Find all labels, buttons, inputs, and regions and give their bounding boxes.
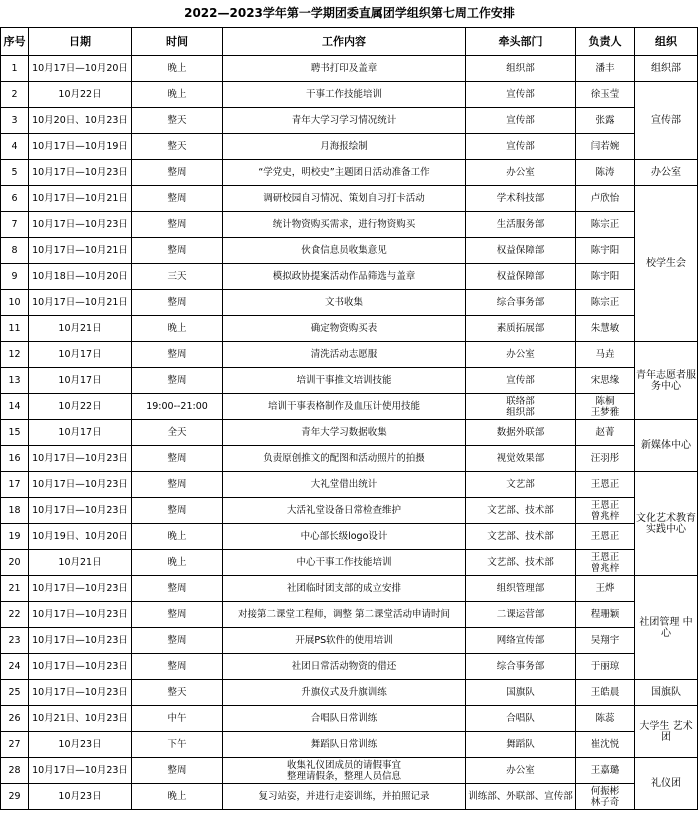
row-number-cell: 14	[1, 394, 29, 420]
person-cell: 陈宗正	[576, 290, 635, 316]
time-cell: 晚上	[132, 524, 223, 550]
time-cell: 整周	[132, 186, 223, 212]
date-cell: 10月17日—10月23日	[29, 472, 132, 498]
content-cell: 月海报绘制	[223, 134, 466, 160]
date-cell: 10月17日	[29, 368, 132, 394]
time-cell: 三天	[132, 264, 223, 290]
table-row	[1, 212, 698, 238]
content-cell: 聘书打印及盖章	[223, 56, 466, 82]
table-row	[1, 498, 698, 524]
person-cell: 王恩正	[576, 524, 635, 550]
person-cell: 王皓晨	[576, 680, 635, 706]
date-cell: 10月17日—10月23日	[29, 498, 132, 524]
table-row	[1, 186, 698, 212]
dept-cell: 宣传部	[466, 134, 576, 160]
table-row	[1, 680, 698, 706]
row-number-cell: 11	[1, 316, 29, 342]
content-cell: 模拟政协提案活动作品筛选与盖章	[223, 264, 466, 290]
table-row	[1, 420, 698, 446]
row-number-cell: 9	[1, 264, 29, 290]
dept-cell: 办公室	[466, 758, 576, 784]
person-cell: 崔沈悦	[576, 732, 635, 758]
dept-cell: 文艺部、技术部	[466, 498, 576, 524]
date-cell: 10月19日、10月20日	[29, 524, 132, 550]
table-row	[1, 82, 698, 108]
row-number-cell: 16	[1, 446, 29, 472]
row-number-cell: 23	[1, 628, 29, 654]
time-cell: 整周	[132, 212, 223, 238]
person-cell: 王恩正 曾兆梓	[576, 498, 635, 524]
person-cell: 徐玉莹	[576, 82, 635, 108]
table-row	[1, 160, 698, 186]
dept-cell: 二课运营部	[466, 602, 576, 628]
date-cell: 10月17日—10月23日	[29, 576, 132, 602]
date-cell: 10月17日	[29, 342, 132, 368]
date-cell: 10月17日—10月23日	[29, 446, 132, 472]
row-number-cell: 27	[1, 732, 29, 758]
row-number-cell: 13	[1, 368, 29, 394]
person-cell: 陈桐 王梦雅	[576, 394, 635, 420]
table-row	[1, 264, 698, 290]
header-content: 工作内容	[223, 28, 466, 56]
time-cell: 整周	[132, 758, 223, 784]
row-number-cell: 10	[1, 290, 29, 316]
person-cell: 王嘉璐	[576, 758, 635, 784]
content-cell: 青年大学习数据收集	[223, 420, 466, 446]
date-cell: 10月17日—10月23日	[29, 680, 132, 706]
time-cell: 整周	[132, 368, 223, 394]
schedule-table	[0, 27, 698, 810]
time-cell: 晚上	[132, 784, 223, 810]
content-cell: 升旗仪式及升旗训练	[223, 680, 466, 706]
time-cell: 整周	[132, 342, 223, 368]
date-cell: 10月17日—10月20日	[29, 56, 132, 82]
time-cell: 整周	[132, 238, 223, 264]
dept-cell: 数据外联部	[466, 420, 576, 446]
time-cell: 晚上	[132, 316, 223, 342]
person-cell: 卢欣怡	[576, 186, 635, 212]
org-cell: 新媒体中心	[635, 420, 698, 472]
content-cell: 收集礼仪团成员的请假事宜 整理请假条，整理人员信息	[223, 758, 466, 784]
time-cell: 整周	[132, 472, 223, 498]
dept-cell: 视觉效果部	[466, 446, 576, 472]
table-row	[1, 706, 698, 732]
table-row	[1, 758, 698, 784]
org-cell: 文化艺术教育实践中心	[635, 472, 698, 576]
row-number-cell: 24	[1, 654, 29, 680]
person-cell: 宋思缘	[576, 368, 635, 394]
org-cell: 办公室	[635, 160, 698, 186]
person-cell: 朱慧敏	[576, 316, 635, 342]
content-cell: 对接第二课堂工程师，调整 第二课堂活动申请时间	[223, 602, 466, 628]
content-cell: 社团日常活动物资的借还	[223, 654, 466, 680]
content-cell: 负责原创推文的配图和活动照片的拍摄	[223, 446, 466, 472]
row-number-cell: 5	[1, 160, 29, 186]
dept-cell: 网络宣传部	[466, 628, 576, 654]
dept-cell: 文艺部	[466, 472, 576, 498]
person-cell: 陈宇阳	[576, 238, 635, 264]
table-row	[1, 238, 698, 264]
content-cell: “学党史，明校史”主题团日活动准备工作	[223, 160, 466, 186]
row-number-cell: 22	[1, 602, 29, 628]
time-cell: 整周	[132, 602, 223, 628]
dept-cell: 办公室	[466, 342, 576, 368]
row-number-cell: 20	[1, 550, 29, 576]
person-cell: 程珊颖	[576, 602, 635, 628]
person-cell: 于丽琼	[576, 654, 635, 680]
time-cell: 晚上	[132, 550, 223, 576]
date-cell: 10月17日—10月21日	[29, 290, 132, 316]
table-row	[1, 732, 698, 758]
row-number-cell: 8	[1, 238, 29, 264]
row-number-cell: 19	[1, 524, 29, 550]
time-cell: 整天	[132, 134, 223, 160]
table-row	[1, 628, 698, 654]
time-cell: 整天	[132, 680, 223, 706]
org-cell: 青年志愿者服务中心	[635, 342, 698, 420]
row-number-cell: 1	[1, 56, 29, 82]
header-dept: 牵头部门	[466, 28, 576, 56]
date-cell: 10月22日	[29, 394, 132, 420]
time-cell: 整周	[132, 498, 223, 524]
dept-cell: 组织部	[466, 56, 576, 82]
org-cell: 礼仪团	[635, 758, 698, 810]
table-row	[1, 134, 698, 160]
content-cell: 中心干事工作技能培训	[223, 550, 466, 576]
person-cell: 吴翔宇	[576, 628, 635, 654]
row-number-cell: 18	[1, 498, 29, 524]
person-cell: 张露	[576, 108, 635, 134]
time-cell: 整周	[132, 446, 223, 472]
date-cell: 10月17日—10月23日	[29, 602, 132, 628]
time-cell: 19:00--21:00	[132, 394, 223, 420]
content-cell: 文书收集	[223, 290, 466, 316]
content-cell: 社团临时团支部的成立安排	[223, 576, 466, 602]
content-cell: 培训干事推文培训技能	[223, 368, 466, 394]
table-row	[1, 784, 698, 810]
dept-cell: 权益保障部	[466, 264, 576, 290]
row-number-cell: 28	[1, 758, 29, 784]
person-cell: 闫若婉	[576, 134, 635, 160]
table-row	[1, 654, 698, 680]
date-cell: 10月22日	[29, 82, 132, 108]
dept-cell: 联络部 组织部	[466, 394, 576, 420]
content-cell: 伙食信息员收集意见	[223, 238, 466, 264]
date-cell: 10月17日—10月21日	[29, 238, 132, 264]
time-cell: 中午	[132, 706, 223, 732]
row-number-cell: 26	[1, 706, 29, 732]
time-cell: 晚上	[132, 56, 223, 82]
row-number-cell: 4	[1, 134, 29, 160]
content-cell: 舞蹈队日常训练	[223, 732, 466, 758]
table-row	[1, 342, 698, 368]
content-cell: 干事工作技能培训	[223, 82, 466, 108]
date-cell: 10月17日—10月23日	[29, 654, 132, 680]
date-cell: 10月17日	[29, 420, 132, 446]
table-row	[1, 290, 698, 316]
dept-cell: 宣传部	[466, 368, 576, 394]
org-cell: 大学生 艺术团	[635, 706, 698, 758]
org-cell: 社团管理 中心	[635, 576, 698, 680]
dept-cell: 素质拓展部	[466, 316, 576, 342]
row-number-cell: 2	[1, 82, 29, 108]
content-cell: 中心部长级logo设计	[223, 524, 466, 550]
time-cell: 整周	[132, 654, 223, 680]
time-cell: 整周	[132, 160, 223, 186]
date-cell: 10月21日、10月23日	[29, 706, 132, 732]
dept-cell: 综合事务部	[466, 654, 576, 680]
dept-cell: 文艺部、技术部	[466, 524, 576, 550]
row-number-cell: 3	[1, 108, 29, 134]
row-number-cell: 15	[1, 420, 29, 446]
person-cell: 陈宗正	[576, 212, 635, 238]
row-number-cell: 29	[1, 784, 29, 810]
date-cell: 10月17日—10月23日	[29, 628, 132, 654]
date-cell: 10月18日—10月20日	[29, 264, 132, 290]
time-cell: 整周	[132, 628, 223, 654]
header-person: 负责人	[576, 28, 635, 56]
time-cell: 下午	[132, 732, 223, 758]
dept-cell: 宣传部	[466, 82, 576, 108]
table-row	[1, 446, 698, 472]
row-number-cell: 6	[1, 186, 29, 212]
content-cell: 清洗活动志愿服	[223, 342, 466, 368]
dept-cell: 文艺部、技术部	[466, 550, 576, 576]
date-cell: 10月17日—10月23日	[29, 758, 132, 784]
content-cell: 培训干事表格制作及血压计使用技能	[223, 394, 466, 420]
page-title: 2022—2023学年第一学期团委直属团学组织第七周工作安排	[184, 6, 515, 20]
time-cell: 整天	[132, 108, 223, 134]
header-date: 日期	[29, 28, 132, 56]
table-row	[1, 550, 698, 576]
date-cell: 10月17日—10月23日	[29, 212, 132, 238]
person-cell: 王烨	[576, 576, 635, 602]
content-cell: 大活礼堂设备日常检查维护	[223, 498, 466, 524]
person-cell: 汪羽彤	[576, 446, 635, 472]
table-row	[1, 316, 698, 342]
table-row	[1, 368, 698, 394]
org-cell: 宣传部	[635, 82, 698, 160]
dept-cell: 权益保障部	[466, 238, 576, 264]
person-cell: 王恩正 曾兆梓	[576, 550, 635, 576]
date-cell: 10月17日—10月21日	[29, 186, 132, 212]
row-number-cell: 17	[1, 472, 29, 498]
header-row	[1, 28, 698, 56]
org-cell: 校学生会	[635, 186, 698, 342]
table-row	[1, 56, 698, 82]
table-row	[1, 524, 698, 550]
table-row	[1, 576, 698, 602]
person-cell: 何振彬 林子奇	[576, 784, 635, 810]
table-row	[1, 602, 698, 628]
dept-cell: 舞蹈队	[466, 732, 576, 758]
dept-cell: 组织管理部	[466, 576, 576, 602]
table-row	[1, 394, 698, 420]
row-number-cell: 7	[1, 212, 29, 238]
person-cell: 陈涛	[576, 160, 635, 186]
org-cell: 国旗队	[635, 680, 698, 706]
dept-cell: 宣传部	[466, 108, 576, 134]
dept-cell: 国旗队	[466, 680, 576, 706]
person-cell: 陈宇阳	[576, 264, 635, 290]
content-cell: 统计物资购买需求，进行物资购买	[223, 212, 466, 238]
dept-cell: 生活服务部	[466, 212, 576, 238]
content-cell: 确定物资购买表	[223, 316, 466, 342]
dept-cell: 综合事务部	[466, 290, 576, 316]
time-cell: 整周	[132, 576, 223, 602]
person-cell: 陈蕊	[576, 706, 635, 732]
time-cell: 整周	[132, 290, 223, 316]
row-number-cell: 12	[1, 342, 29, 368]
person-cell: 王恩正	[576, 472, 635, 498]
date-cell: 10月21日	[29, 316, 132, 342]
row-number-cell: 25	[1, 680, 29, 706]
time-cell: 晚上	[132, 82, 223, 108]
date-cell: 10月17日—10月19日	[29, 134, 132, 160]
person-cell: 潘丰	[576, 56, 635, 82]
date-cell: 10月21日	[29, 550, 132, 576]
time-cell: 全天	[132, 420, 223, 446]
header-no: 序号	[1, 28, 29, 56]
header-org: 组织	[635, 28, 698, 56]
date-cell: 10月23日	[29, 732, 132, 758]
content-cell: 复习站姿，并进行走姿训练，并拍照记录	[223, 784, 466, 810]
table-row	[1, 472, 698, 498]
dept-cell: 学术科技部	[466, 186, 576, 212]
content-cell: 大礼堂借出统计	[223, 472, 466, 498]
content-cell: 青年大学习学习情况统计	[223, 108, 466, 134]
dept-cell: 训练部、外联部、宣传部	[466, 784, 576, 810]
content-cell: 开展PS软件的使用培训	[223, 628, 466, 654]
date-cell: 10月20日、10月23日	[29, 108, 132, 134]
person-cell: 赵菁	[576, 420, 635, 446]
table-row	[1, 108, 698, 134]
date-cell: 10月23日	[29, 784, 132, 810]
org-cell: 组织部	[635, 56, 698, 82]
row-number-cell: 21	[1, 576, 29, 602]
person-cell: 马垚	[576, 342, 635, 368]
schedule-body	[1, 56, 698, 810]
header-time: 时间	[132, 28, 223, 56]
content-cell: 调研校园自习情况、策划自习打卡活动	[223, 186, 466, 212]
dept-cell: 合唱队	[466, 706, 576, 732]
date-cell: 10月17日—10月23日	[29, 160, 132, 186]
content-cell: 合唱队日常训练	[223, 706, 466, 732]
dept-cell: 办公室	[466, 160, 576, 186]
